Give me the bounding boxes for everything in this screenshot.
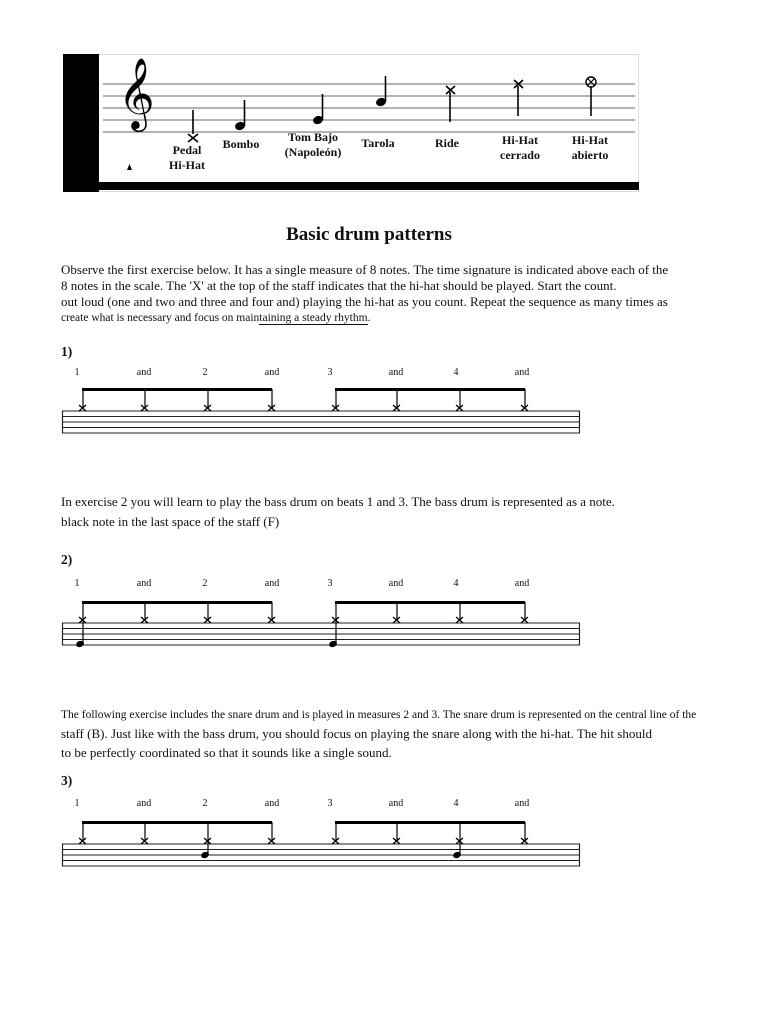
exercise-3-label: 3) xyxy=(61,773,73,788)
exercise-3-line-3: to be perfectly coordinated so that it sounds like a single sound. xyxy=(61,745,392,760)
count-label: 2 xyxy=(202,578,208,589)
count-label: and xyxy=(136,798,152,809)
count-label: 1 xyxy=(74,367,80,378)
count-label: 3 xyxy=(327,367,333,378)
intro-line-4-underlined: taining a steady rhythm xyxy=(259,312,368,324)
legend-label: Bombo xyxy=(222,137,260,151)
count-label: 2 xyxy=(202,798,208,809)
count-label: and xyxy=(264,578,280,589)
intro-line-2: 8 notes in the scale. The 'X' at the top of the staff indicates that the hi-hat should be played. Start the count. xyxy=(61,278,617,293)
count-label: 4 xyxy=(453,367,459,378)
count-label: and xyxy=(388,578,404,589)
count-label: 2 xyxy=(202,367,208,378)
legend-label: cerrado xyxy=(500,148,540,162)
exercise-3-line-2: staff (B). Just like with the bass drum, you should focus on playing the snare along with the hi-hat. The hit should xyxy=(61,726,652,741)
legend-label: abierto xyxy=(571,148,609,162)
beam xyxy=(335,388,525,391)
count-label: 3 xyxy=(327,578,333,589)
count-label: 3 xyxy=(327,798,333,809)
exercise-1-label: 1) xyxy=(61,344,73,359)
legend-label: Hi-Hat xyxy=(572,133,608,147)
count-label: 4 xyxy=(453,578,459,589)
treble-clef-icon: 𝄞 xyxy=(118,56,155,129)
exercise-3-staff xyxy=(62,798,580,866)
exercise-2-label: 2) xyxy=(61,552,73,567)
exercise-2-staff xyxy=(62,578,580,648)
legend-label: Tom Bajo xyxy=(288,130,338,144)
beam xyxy=(82,821,272,824)
exercise-2-line-1: In exercise 2 you will learn to play the bass drum on beats 1 and 3. The bass drum is represented as a note. xyxy=(61,494,615,509)
exercise-2-line-2: black note in the last space of the staff (F) xyxy=(61,514,280,529)
count-label: 1 xyxy=(74,578,80,589)
count-label: and xyxy=(388,367,404,378)
count-label: 4 xyxy=(453,798,459,809)
exercise-1-staff xyxy=(62,367,580,433)
count-label: and xyxy=(514,578,530,589)
count-label: and xyxy=(136,367,152,378)
exercise-3-line-1: The following exercise includes the snare drum and is played in measures 2 and 3. The snare drum is represented on the central line of the xyxy=(61,709,697,721)
legend-label: Hi-Hat xyxy=(169,158,205,172)
count-label: and xyxy=(136,578,152,589)
beam xyxy=(335,821,525,824)
intro-line-3: out loud (one and two and three and four and) playing the hi-hat as you count. Repeat the sequence as many times as xyxy=(61,294,668,309)
intro-line-1: Observe the first exercise below. It has a single measure of 8 notes. The time signature is indicated above each of the xyxy=(61,262,669,277)
count-label: 1 xyxy=(74,798,80,809)
legend-label: Tarola xyxy=(361,136,395,150)
count-label: and xyxy=(264,798,280,809)
beam xyxy=(335,601,525,604)
count-label: and xyxy=(388,798,404,809)
legend-label: Pedal xyxy=(172,143,202,157)
intro-line-4-start: create what is necessary and focus on main xyxy=(61,312,260,324)
count-label: and xyxy=(264,367,280,378)
legend-label: (Napoleón) xyxy=(284,145,342,159)
page-title: Basic drum patterns xyxy=(286,224,452,245)
beam xyxy=(82,388,272,391)
legend-label: Ride xyxy=(435,136,459,150)
count-label: and xyxy=(514,798,530,809)
beam xyxy=(82,601,272,604)
legend-label: Hi-Hat xyxy=(502,133,538,147)
intro-line-4-end: . xyxy=(367,312,371,324)
count-label: and xyxy=(514,367,530,378)
